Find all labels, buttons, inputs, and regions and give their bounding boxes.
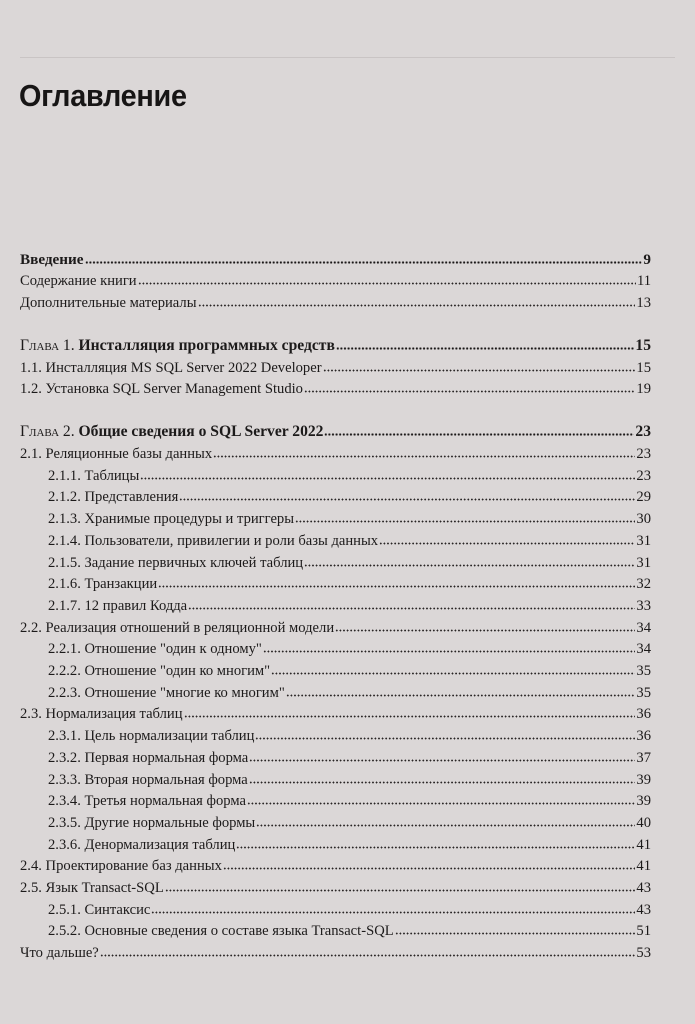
toc-entry bbox=[20, 445, 651, 463]
dot-leader bbox=[256, 815, 635, 827]
dot-leader bbox=[247, 793, 635, 805]
toc-entry bbox=[48, 575, 651, 593]
dot-leader bbox=[249, 750, 635, 762]
dot-leader bbox=[179, 489, 635, 501]
toc-entry-label: 2.3.1. Цель нормализации таблиц bbox=[48, 728, 255, 745]
dot-leader bbox=[379, 533, 635, 545]
toc-chapter-entry bbox=[20, 337, 651, 355]
dot-leader bbox=[198, 295, 636, 307]
toc-page-number: 31 bbox=[636, 532, 651, 549]
dot-leader bbox=[140, 468, 635, 480]
toc-entry bbox=[20, 359, 651, 377]
toc-entry bbox=[48, 467, 651, 485]
dot-leader bbox=[286, 685, 636, 697]
toc-entry bbox=[48, 836, 651, 854]
toc-entry-label: Что дальше? bbox=[20, 945, 99, 962]
toc-page-number: 35 bbox=[636, 684, 651, 701]
toc-page-number: 23 bbox=[636, 446, 651, 462]
toc-page-number: 23 bbox=[636, 467, 651, 484]
toc-page-number: 34 bbox=[636, 619, 651, 636]
toc-page-number: 36 bbox=[636, 728, 651, 745]
toc-entry-label: Дополнительные материалы bbox=[20, 295, 197, 311]
toc-entry bbox=[20, 380, 651, 398]
chapter-title: Общие сведения о SQL Server 2022 bbox=[78, 423, 324, 440]
toc-entry-label: 2.1.4. Пользователи, привилегии и роли базы данных bbox=[48, 532, 379, 549]
toc-entry-label: 1.2. Установка SQL Server Management Studio bbox=[20, 381, 303, 397]
toc-entry bbox=[48, 922, 651, 940]
toc-page-number: 30 bbox=[636, 511, 651, 528]
dot-leader bbox=[304, 555, 635, 567]
toc-entry bbox=[20, 944, 651, 962]
toc-entry-label: Содержание книги bbox=[20, 273, 137, 289]
toc-page-number: 43 bbox=[636, 901, 651, 918]
toc-entry bbox=[48, 640, 651, 658]
toc-page-number: 33 bbox=[636, 597, 651, 614]
toc-entry-label: 2.3.6. Денормализация таблиц bbox=[48, 836, 236, 853]
toc-entry bbox=[20, 619, 651, 637]
toc-page-number: 32 bbox=[636, 576, 651, 593]
toc-page-number: 31 bbox=[636, 554, 651, 571]
toc-page-number: 41 bbox=[636, 836, 651, 853]
toc-entry-label: 2.3.4. Третья нормальная форма bbox=[48, 793, 246, 810]
toc-entry-label bbox=[20, 337, 335, 355]
chapter-title: Инсталляция программных средств bbox=[78, 337, 335, 354]
toc-entry bbox=[48, 749, 651, 767]
toc-entry bbox=[48, 510, 651, 528]
toc-entry-label: 2.3.5. Другие нормальные формы bbox=[48, 814, 256, 831]
dot-leader bbox=[100, 945, 636, 957]
toc-entry-label: 2.1.3. Хранимые процедуры и триггеры bbox=[48, 511, 295, 528]
toc-entry-label: 2.2. Реализация отношений в реляционной модели bbox=[20, 619, 335, 636]
toc-entry-label: 2.4. Проектирование баз данных bbox=[20, 858, 222, 875]
toc-page-number: 35 bbox=[636, 663, 651, 679]
toc-entry-label: 2.5.2. Основные сведения о составе языка Transact-SQL bbox=[48, 923, 394, 940]
toc-entry-label: 2.3.3. Вторая нормальная форма bbox=[48, 771, 248, 788]
toc-entry-label: 2.1.1. Таблицы bbox=[48, 467, 140, 484]
toc-page-number: 11 bbox=[636, 273, 651, 289]
dot-leader bbox=[335, 620, 635, 632]
toc-entry bbox=[48, 727, 651, 745]
toc-entry bbox=[48, 684, 651, 702]
toc-entry bbox=[20, 879, 651, 897]
toc-page-number: 13 bbox=[636, 295, 651, 311]
toc-entry-label: 2.3.2. Первая нормальная форма bbox=[48, 749, 249, 766]
toc-chapter-entry bbox=[20, 423, 651, 441]
dot-leader bbox=[213, 446, 635, 458]
toc-page-number: 15 bbox=[635, 337, 651, 354]
toc-entry-label bbox=[20, 423, 323, 441]
toc-entry bbox=[48, 532, 651, 550]
dot-leader bbox=[249, 772, 636, 784]
toc-entry-label: 2.3. Нормализация таблиц bbox=[20, 706, 183, 723]
toc-entry bbox=[48, 771, 651, 789]
toc-page-number: 36 bbox=[636, 706, 651, 723]
toc-entry-label: Введение bbox=[20, 251, 84, 268]
toc-entry-label: 2.1.7. 12 правил Кодда bbox=[48, 597, 188, 614]
toc-entry bbox=[48, 901, 651, 919]
toc-entry-label: 2.1.2. Представления bbox=[48, 489, 179, 506]
dot-leader bbox=[138, 273, 636, 285]
dot-leader bbox=[271, 663, 635, 675]
dot-leader bbox=[151, 902, 635, 914]
dot-leader bbox=[236, 837, 635, 849]
dot-leader bbox=[395, 923, 636, 935]
toc-entry-label: 2.1.6. Транзакции bbox=[48, 576, 158, 593]
toc-entry-label: 2.2.1. Отношение "один к одному" bbox=[48, 641, 262, 658]
toc-entry bbox=[20, 251, 651, 269]
chapter-prefix: Глава 2. bbox=[20, 423, 75, 440]
toc-page-number: 41 bbox=[636, 858, 651, 875]
toc-entry-label: 2.1. Реляционные базы данных bbox=[20, 446, 213, 462]
toc-page-number: 29 bbox=[636, 489, 651, 506]
dot-leader bbox=[255, 728, 635, 740]
toc-page-number: 43 bbox=[636, 880, 651, 896]
toc-page-number: 23 bbox=[635, 423, 651, 440]
toc-entry bbox=[48, 488, 651, 506]
dot-leader bbox=[304, 381, 635, 393]
dot-leader bbox=[188, 598, 635, 610]
dot-leader bbox=[336, 338, 635, 350]
toc-page-number: 37 bbox=[636, 749, 651, 766]
dot-leader bbox=[223, 858, 636, 870]
toc-entry-label: 2.2.2. Отношение "один ко многим" bbox=[48, 663, 271, 679]
toc-entry-label: 2.1.5. Задание первичных ключей таблиц bbox=[48, 554, 304, 571]
dot-leader bbox=[158, 576, 635, 588]
toc-page-number: 40 bbox=[636, 814, 651, 831]
toc-entry-label: 1.1. Инсталляция MS SQL Server 2022 Developer bbox=[20, 360, 322, 376]
toc-entry bbox=[20, 294, 651, 312]
toc-page-number: 39 bbox=[636, 793, 651, 810]
toc-page-number: 51 bbox=[636, 923, 651, 940]
toc-entry bbox=[20, 272, 651, 290]
toc-page-number: 53 bbox=[636, 945, 651, 962]
toc-entry bbox=[48, 662, 651, 680]
toc-page-number: 15 bbox=[636, 360, 651, 376]
toc-page-number: 9 bbox=[643, 251, 651, 268]
dot-leader bbox=[165, 880, 636, 892]
toc-entry-label: 2.5.1. Синтаксис bbox=[48, 901, 151, 918]
toc-entry bbox=[20, 857, 651, 875]
dot-leader bbox=[85, 252, 643, 264]
toc-entry bbox=[48, 792, 651, 810]
toc-page-number: 34 bbox=[636, 641, 651, 658]
toc-page-number: 19 bbox=[636, 381, 651, 397]
toc-entry bbox=[48, 597, 651, 615]
dot-leader bbox=[323, 360, 636, 372]
page-title: Оглавление bbox=[19, 78, 187, 113]
toc-entry bbox=[20, 705, 651, 723]
toc-entry bbox=[48, 554, 651, 572]
toc-page-number: 39 bbox=[636, 771, 651, 788]
toc-entry-label: 2.5. Язык Transact-SQL bbox=[20, 880, 164, 896]
dot-leader bbox=[263, 641, 636, 653]
chapter-prefix: Глава 1. bbox=[20, 337, 75, 354]
dot-leader bbox=[324, 424, 634, 436]
dot-leader bbox=[295, 511, 635, 523]
toc-entry bbox=[48, 814, 651, 832]
dot-leader bbox=[184, 706, 636, 718]
toc-entry-label: 2.2.3. Отношение "многие ко многим" bbox=[48, 684, 285, 701]
